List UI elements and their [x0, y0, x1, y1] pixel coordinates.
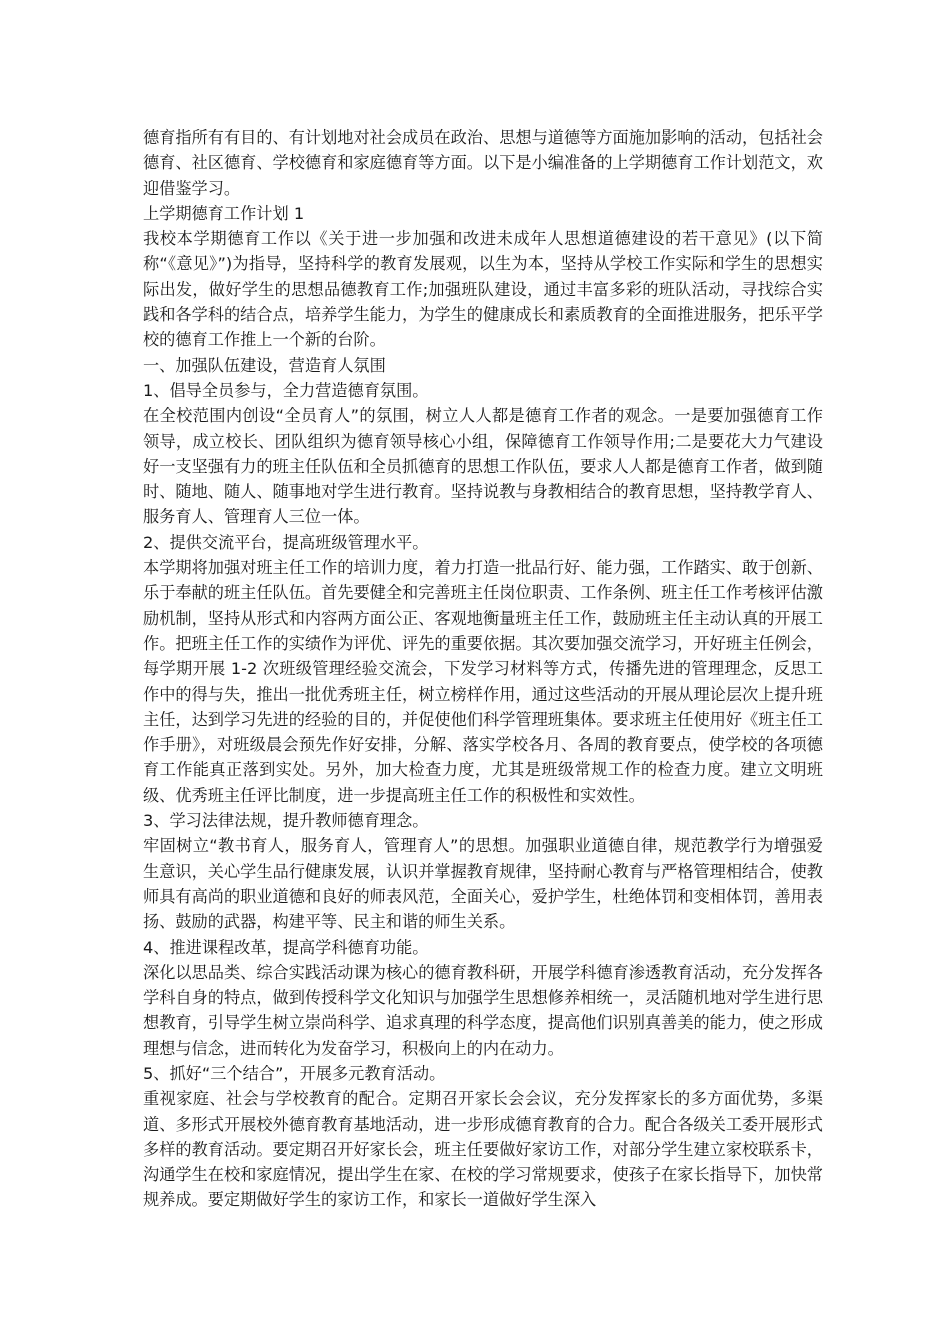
item-3-heading: 3、学习法律法规，提升教师德育理念。: [143, 811, 429, 831]
item-2-body: 本学期将加强对班主任工作的培训力度，着力打造一批品行好、能力强，工作踏实、敢于创新、乐于奉献的班主任队伍。首先要健全和完善班主任岗位职责、工作条例、班主任工作考核评估激励机制，坚持从形式和内容两方面公正、客观地衡量班主任工作，鼓励班主任主动认真的开展工作。把班主任工作的实绩作为评优、评先的重要依据。其次要加强交流学习，开好班主任例会，每学期开展 1-2 次班级管理经验交流会，下发学习材料等方式，传播先进的管理理念，反思工作中的得与失，推出一批优秀班主任，树立榜样作用，通过这些活动的开展从理论层次上提升班主任，达到学习先进的经验的目的，并促使他们科学管理班集体。要求班主任使用好《班主任工作手册》，对班级晨会预先作好安排，分解、落实学校各月、各周的教育要点，使学校的各项德育工作能真正落到实处。另外，加大检查力度，尤其是班级常规工作的检查力度。建立文明班级、优秀班主任评比制度，进一步提高班主任工作的积极性和实效性。: [143, 558, 823, 805]
item-3-body: 牢固树立“教书育人，服务育人，管理育人”的思想。加强职业道德自律，规范教学行为增强爱生意识，关心学生品行健康发展，认识并掌握教育规律，坚持耐心教育与严格管理相结合，使教师具有高尚的职业道德和良好的师表风范，全面关心，爱护学生，杜绝体罚和变相体罚，善用表扬、鼓励的武器，构建平等、民主和谐的师生关系。: [143, 836, 823, 932]
item-2-heading: 2、提供交流平台，提高班级管理水平。: [143, 532, 429, 552]
section-1-heading: 一、加强队伍建设，营造育人氛围: [143, 355, 386, 375]
item-4-heading: 4、推进课程改革，提高学科德育功能。: [143, 937, 429, 957]
document-page: [143, 125, 823, 1213]
plan-title: 上学期德育工作计划 1: [143, 203, 305, 223]
item-5-heading: 5、抓好“三个结合”，开展多元教育活动。: [143, 1063, 446, 1083]
item-1-body: 在全校范围内创设“全员育人”的氛围，树立人人都是德育工作者的观念。一是要加强德育工作领导，成立校长、团队组织为德育领导核心小组，保障德育工作领导作用;二是要花大力气建设好一支坚强有力的班主任队伍和全员抓德育的思想工作队伍，要求人人都是德育工作者，做到随时、随地、随人、随事地对学生进行教育。坚持说教与身教相结合的教育思想，坚持教学育人、服务育人、管理育人三位一体。: [143, 406, 823, 527]
item-1-heading: 1、倡导全员参与，全力营造德育氛围。: [143, 380, 429, 400]
item-5-body: 重视家庭、社会与学校教育的配合。定期召开家长会会议，充分发挥家长的多方面优势，多渠道、多形式开展校外德育教育基地活动，进一步形成德育教育的合力。配合各级关工委开展形式多样的教育活动。要定期召开好家长会，班主任要做好家访工作，对部分学生建立家校联系卡，沟通学生在校和家庭情况，提出学生在家、在校的学习常规要求，使孩子在家长指导下，加快常规养成。要定期做好学生的家访工作，和家长一道做好学生深入: [143, 1089, 823, 1210]
item-4-body: 深化以思品类、综合实践活动课为核心的德育教科研，开展学科德育渗透教育活动，充分发挥各学科自身的特点，做到传授科学文化知识与加强学生思想修养相统一，灵活随机地对学生进行思想教育，引导学生树立崇尚科学、追求真理的科学态度，提高他们识别真善美的能力，使之形成理想与信念，进而转化为发奋学习，积极向上的内在动力。: [143, 962, 823, 1058]
intro-paragraph: 德育指所有有目的、有计划地对社会成员在政治、思想与道德等方面施加影响的活动，包括社会德育、社区德育、学校德育和家庭德育等方面。以下是小编准备的上学期德育工作计划范文，欢迎借鉴学习。: [143, 128, 823, 198]
plan-intro-paragraph: 我校本学期德育工作以《关于进一步加强和改进未成年人思想道德建设的若干意见》(以下简称“《意见》”)为指导，坚持科学的教育发展观，以生为本，坚持从学校工作实际和学生的思想实际出发，做好学生的思想品德教育工作;加强班队建设，通过丰富多彩的班队活动，寻找综合实践和各学科的结合点，培养学生能力，为学生的健康成长和素质教育的全面推进服务，把乐平学校的德育工作推上一个新的台阶。: [143, 229, 823, 350]
